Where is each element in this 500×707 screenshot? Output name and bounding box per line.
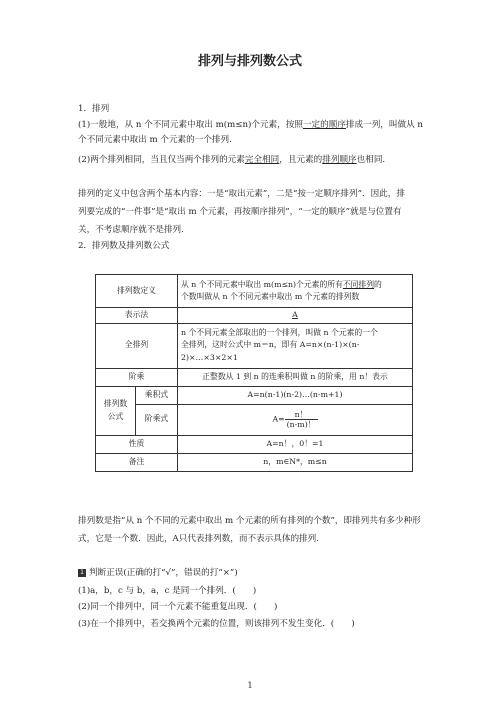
row-value: 从 n 个不同元素中取出 m(m≤n)个元素的所有不同排列的 个数叫做从 n 个不同元素中取出 m 个元素的排列数 bbox=[178, 275, 413, 308]
exercise-badge: 1 bbox=[78, 569, 86, 577]
row-label: 全排列 bbox=[96, 323, 178, 368]
explanation-line-1: 排列数是指“从 n 个不同的元素中取出 m 个元素的所有排列的个数”，即排列共有多少种形 bbox=[78, 516, 421, 526]
definition-line-2: 个不同元素中取出 m 个元素的一个排列. bbox=[78, 135, 232, 145]
row-value: n，m∈N*，m≤n bbox=[178, 453, 413, 471]
row-label: 阶乘 bbox=[96, 368, 178, 386]
row-label: 阶乘式 bbox=[136, 404, 178, 435]
table-row bbox=[96, 275, 413, 308]
fraction: $\frac{n!}{(n-m)!}$ bbox=[286, 410, 316, 429]
table-row bbox=[96, 368, 413, 386]
row-value: A bbox=[178, 308, 413, 324]
table-row bbox=[96, 453, 413, 471]
row-value: A=n(n-1)(n-2)…(n-m+1) bbox=[178, 386, 413, 404]
row-group-label: 排列数 公式 bbox=[96, 386, 136, 435]
definition-line-1: (1)一般地，从 n 个不同元素中取出 m(m≤n)个元素，按照一定的顺序排成一列，叫做从 n bbox=[78, 120, 423, 130]
explanation-line-2: 式，它是一个数．因此，A只代表排列数，而不表示具体的排列. bbox=[78, 534, 319, 544]
table-row bbox=[96, 323, 413, 368]
table-row bbox=[96, 435, 413, 453]
page-number: 1 bbox=[247, 681, 253, 690]
row-value: n 个不同元素全部取出的一个排列，叫做 n 个元素的一个 全排列，这时公式中 m＝n，即有 A=n×(n-1)×(n- 2)×…×3×2×1 bbox=[178, 323, 413, 368]
row-value: A=n！，0！=1 bbox=[178, 435, 413, 453]
row-label: 排列数定义 bbox=[96, 275, 178, 308]
section-2-heading: 2．排列数及排列数公式 bbox=[78, 241, 170, 251]
table-row bbox=[96, 404, 413, 435]
table-row bbox=[96, 386, 413, 404]
definition-line-3: (2)两个排列相同，当且仅当两个排列的元素完全相同，且元素的排列顺序也相同. bbox=[78, 155, 386, 165]
row-label: 备注 bbox=[96, 453, 178, 471]
exercise-heading: 1 判断正误(正确的打“√”，错误的打“×”) bbox=[78, 567, 238, 580]
note-line-3: 关，不考虑顺序就不是排列. bbox=[78, 225, 184, 235]
row-label: 表示法 bbox=[96, 308, 178, 324]
row-value: A= $\frac{n!}{(n-m)!}$ bbox=[178, 404, 413, 435]
exercise-item-3: (3)在一个排列中，若交换两个元素的位置，则该排列不发生变化．( ) bbox=[78, 619, 355, 629]
exercise-item-1: (1)a，b，c 与 b，a，c 是同一个排列．( ) bbox=[78, 586, 257, 596]
section-1-heading: 1．排列 bbox=[78, 104, 110, 114]
row-label: 乘积式 bbox=[136, 386, 178, 404]
page-title: 排列与排列数公式 bbox=[197, 54, 302, 69]
note-line-2: 列要完成的“一件事”是“取出 m 个元素，再按顺序排列”，“一定的顺序”就是与位置有 bbox=[78, 207, 402, 217]
row-label: 性质 bbox=[96, 435, 178, 453]
table-row bbox=[96, 308, 413, 324]
note-line-1: 排列的定义中包含两个基本内容：一是“取出元素”，二是“按一定顺序排列”．因此，排 bbox=[78, 189, 405, 199]
exercise-item-2: (2)同一个排列中，同一个元素不能重复出现．( ) bbox=[78, 602, 278, 612]
permutation-table bbox=[95, 274, 413, 472]
row-value: 正整数从 1 到 n 的连乘积叫做 n 的阶乘，用 n！表示 bbox=[178, 368, 413, 386]
